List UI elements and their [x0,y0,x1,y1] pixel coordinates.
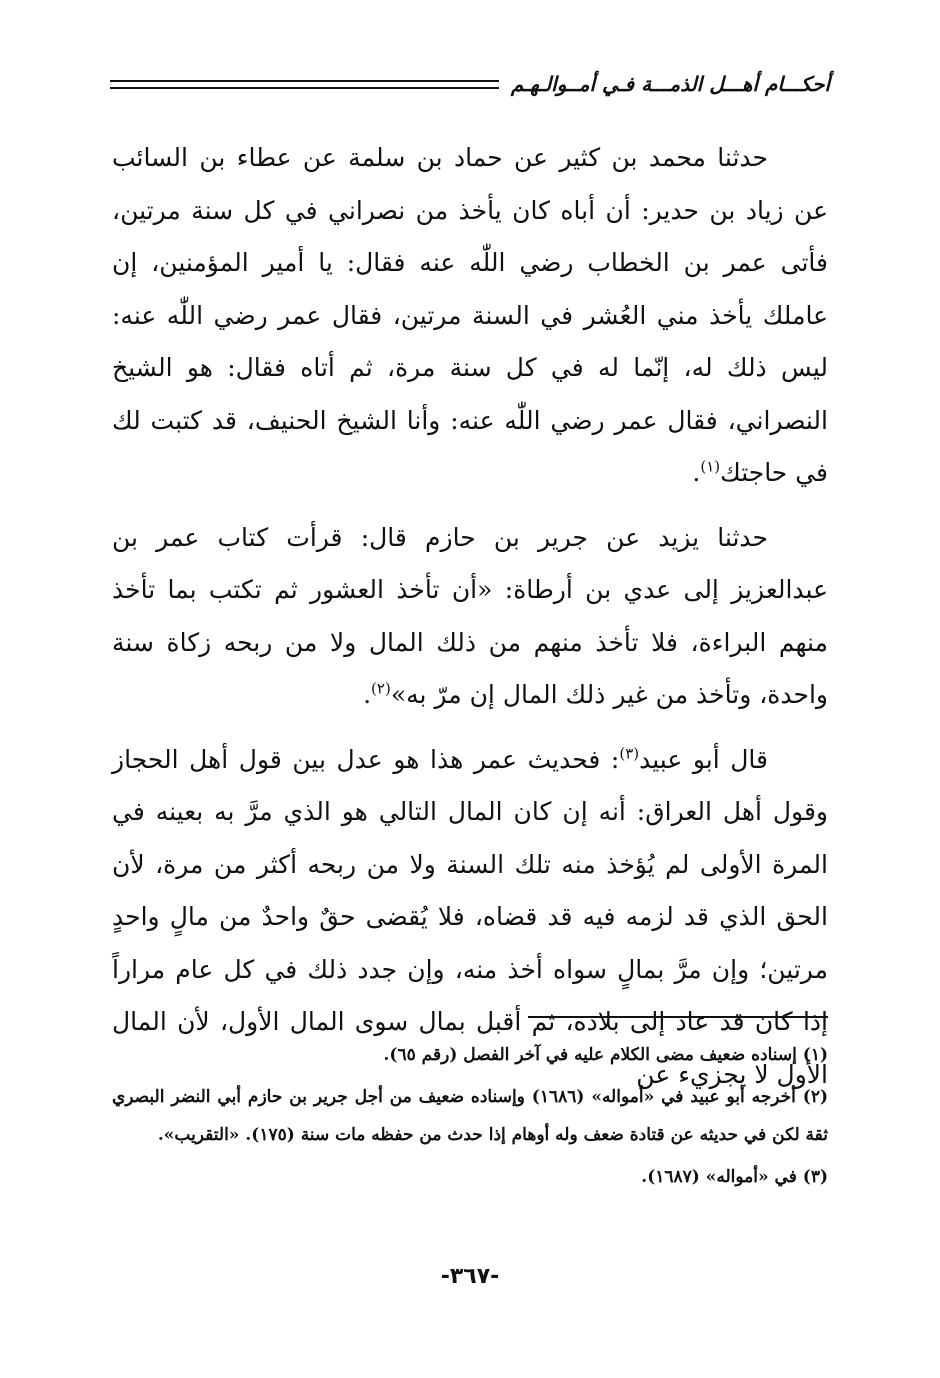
paragraph-1-text: حدثنا محمد بن كثير عن حماد بن سلمة عن عطاء بن السائب عن زياد بن حدير: أن أباه كان يأخذ من نصراني في كل سنة مرتين، فأتى عمر بن الخطاب رضي اللّٰه عنه فقال: يا أمير المؤمنين، إن عاملك يأخذ مني العُشر في السنة مرتين، فقال عمر رضي اللّٰه عنه: ليس ذلك له، إنّما له في كل سنة مرة، ثم أتاه فقال: هو الشيخ النصراني، فقال عمر رضي اللّٰه عنه: وأنا الشيخ الحنيف، قد كتبت لك في حاجتك [112,143,828,487]
footnote-1: (١) إسناده ضعيف مضى الكلام عليه في آخر الفصل (رقم ٦٥). [383,1045,828,1065]
paragraph-2-text: حدثنا يزيد عن جرير بن حازم قال: قرأت كتاب عمر بن عبدالعزيز إلى عدي بن أرطاة: «أن تأخذ العشور ثم تكتب بما تأخذ منهم البراءة، فلا تأخذ منهم من ذلك المال ولا من ربحه زكاة سنة واحدة، وتأخذ من غير ذلك المال إن مرّ به» [112,522,828,709]
footnotes [112,1036,828,1200]
page-number: -٣٦٧- [440,1264,500,1289]
main-text [112,132,828,1113]
paragraph-1-end: . [692,458,701,487]
footnote-2: (٢) أخرجه أبو عبيد في «أمواله» (١٦٨٦) وإسناده ضعيف من أجل جرير بن حازم أبي النضر البصري ثقة لكن في حديثه عن قتادة ضعف وله أوهام إذا حدث من حفظه مات سنة (١٧٥). «التقريب». [112,1087,829,1145]
header-double-rule [110,80,499,89]
footnote-separator [528,1016,828,1018]
paragraph-2 [112,512,828,722]
paragraph-3-text: قال أبو عبيد [639,744,768,774]
header-title: أحكـــام أهـــل الذمـــة فـي أمــوالـهـم [510,72,830,96]
paragraph-2-end: . [363,680,372,709]
footnote-ref-3: (٣) [619,744,640,763]
paragraph-3-rest: : فحديث عمر هذا هو عدل بين قول أهل الحجاز وقول أهل العراق: أنه إن كان المال التالي هو الذي مرَّ به بعينه في المرة الأولى لم يُؤخذ منه تلك السنة ولا من ربحه أكثر من مرة، لأن الحق الذي قد لزمه فيه قد قضاه، فلا يُقضى حقٌ واحدٌ من مالٍ واحدٍ مرتين؛ وإن مرَّ بمالٍ سواه أخذ منه، وإن جدد ذلك في كل عام مراراً إذا كان قد عاد إلى بلاده، ثم أقبل بمال سوى المال الأول، لأن المال الأول لا يجزيء عن [112,744,828,1089]
footnote-ref-1: (١) [700,457,721,476]
running-header [110,66,830,102]
paragraph-1 [112,132,828,500]
footnote-3: (٣) في «أمواله» (١٦٨٧). [641,1167,828,1187]
footnote-ref-2: (٢) [371,679,391,698]
